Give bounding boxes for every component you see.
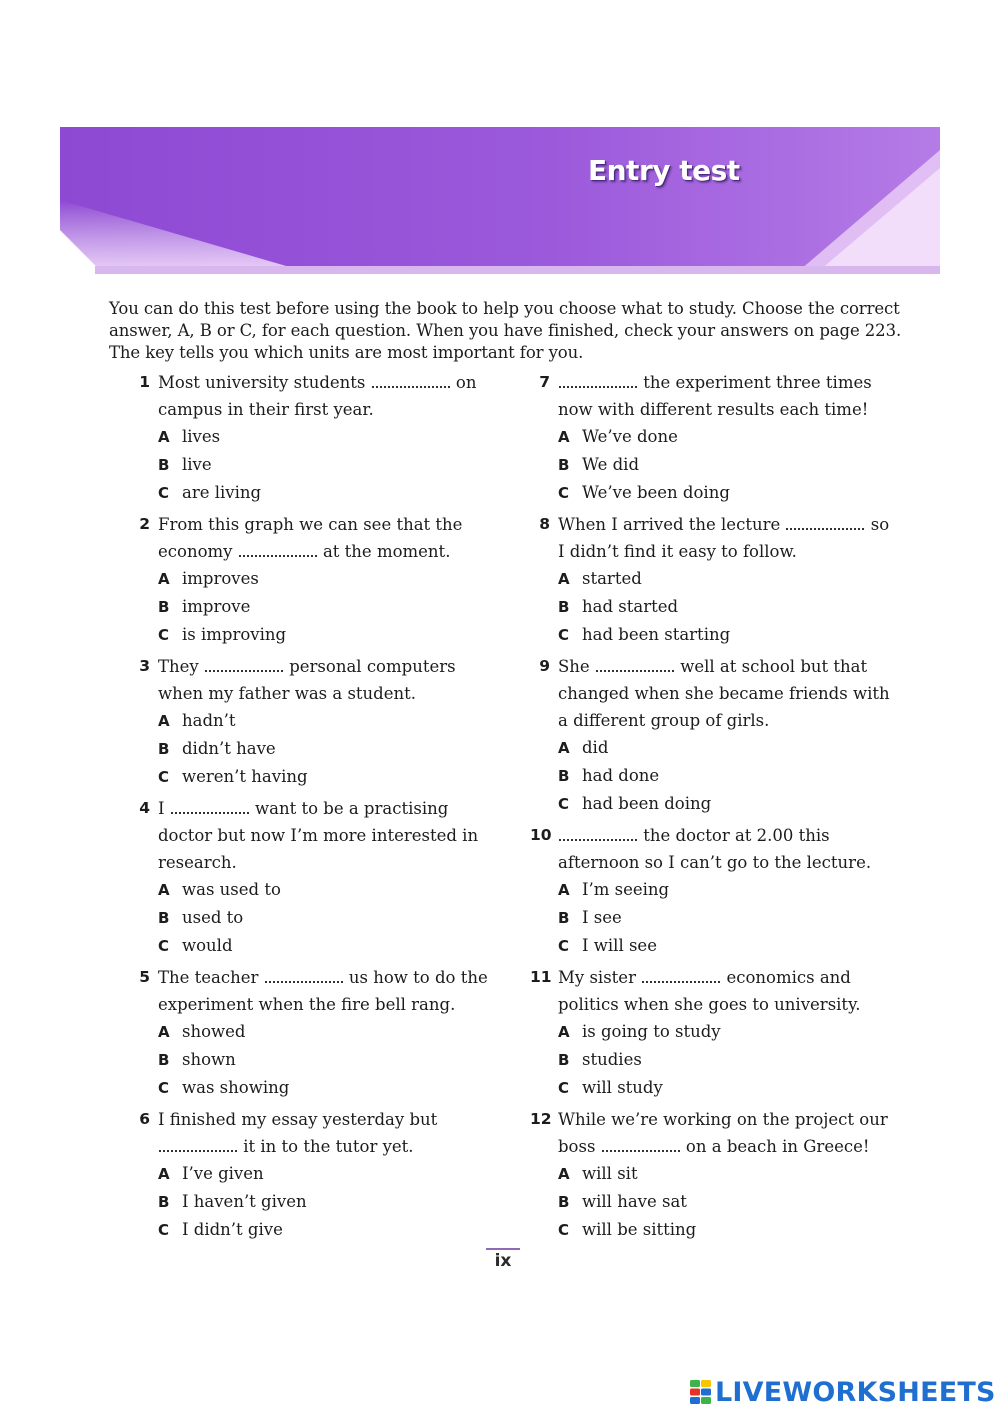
watermark-text: LIVEWORKSHEETS (715, 1376, 996, 1408)
question-text-after: well at school but that changed when she became friends with a different group of girls. (558, 657, 890, 730)
header-banner (0, 0, 1000, 290)
option-letter: B (158, 740, 170, 758)
question-12 (530, 1106, 900, 1244)
option-letter: B (558, 909, 570, 927)
question-text-before: Most university students (158, 373, 371, 392)
page-number-rule (486, 1248, 520, 1250)
option-c[interactable] (558, 1074, 900, 1102)
option-letter: A (158, 1023, 170, 1041)
option-c[interactable] (158, 621, 500, 649)
answer-blank[interactable] (602, 1148, 680, 1152)
option-text: will have sat (582, 1192, 687, 1211)
option-text: showed (182, 1022, 246, 1041)
option-letter: A (158, 712, 170, 730)
answer-blank[interactable] (559, 837, 637, 841)
option-a[interactable] (558, 1160, 900, 1188)
question-text (158, 511, 500, 565)
answer-options (158, 1160, 500, 1244)
option-text: We did (582, 455, 640, 474)
option-c[interactable] (158, 932, 500, 960)
question-7 (530, 369, 900, 507)
question-text-after: the doctor at 2.00 this afternoon so I can’t go to the lecture. (558, 826, 872, 872)
option-letter: A (158, 428, 170, 446)
option-letter: A (558, 881, 570, 899)
option-letter: B (558, 456, 570, 474)
option-a[interactable] (558, 423, 900, 451)
question-text-after: economics and politics when she goes to university. (558, 968, 861, 1014)
option-letter: C (558, 1221, 570, 1239)
option-letter: B (158, 909, 170, 927)
option-text: used to (182, 908, 244, 927)
question-text-after: personal computers when my father was a student. (158, 657, 456, 703)
question-number: 12 (530, 1110, 552, 1128)
question-number: 6 (139, 1110, 150, 1128)
option-letter: A (158, 570, 170, 588)
option-letter: B (158, 456, 170, 474)
option-c[interactable] (158, 1216, 500, 1244)
answer-blank[interactable] (559, 384, 637, 388)
option-text: improves (182, 569, 259, 588)
option-letter: C (158, 1221, 170, 1239)
question-text-before: When I arrived the lecture (558, 515, 786, 534)
question-text (558, 369, 900, 423)
option-letter: B (158, 1193, 170, 1211)
option-c[interactable] (558, 479, 900, 507)
option-a[interactable] (158, 423, 500, 451)
answer-options (558, 1018, 900, 1102)
answer-options (158, 876, 500, 960)
option-letter: A (558, 428, 570, 446)
option-text: would (182, 936, 233, 955)
option-text: shown (182, 1050, 236, 1069)
option-letter: A (558, 1023, 570, 1041)
answer-options (558, 565, 900, 649)
option-letter: C (558, 484, 570, 502)
question-11 (530, 964, 900, 1102)
option-text: is going to study (582, 1022, 721, 1041)
question-number: 2 (139, 515, 150, 533)
option-letter: C (158, 626, 170, 644)
option-letter: C (558, 795, 570, 813)
question-1 (130, 369, 500, 507)
option-letter: C (158, 1079, 170, 1097)
question-text-before: My sister (558, 968, 642, 987)
answer-options (558, 876, 900, 960)
option-b[interactable] (158, 1188, 500, 1216)
question-2 (130, 511, 500, 649)
question-text-after: it in to the tutor yet. (238, 1137, 414, 1156)
answer-options (158, 1018, 500, 1102)
question-6 (130, 1106, 500, 1244)
option-text: will study (582, 1078, 663, 1097)
option-a[interactable] (558, 876, 900, 904)
option-text: We’ve done (582, 427, 678, 446)
question-text (158, 369, 500, 423)
option-text: improve (182, 597, 251, 616)
question-5 (130, 964, 500, 1102)
question-text-after: the experiment three times now with different results each time! (558, 373, 872, 419)
option-letter: A (558, 739, 570, 757)
option-b[interactable] (158, 904, 500, 932)
option-text: lives (182, 427, 221, 446)
question-text (558, 964, 900, 1018)
option-text: We’ve been doing (582, 483, 730, 502)
answer-options (158, 565, 500, 649)
questions-column-left (130, 369, 500, 1248)
question-8 (530, 511, 900, 649)
question-text-before: She (558, 657, 595, 676)
question-number: 1 (139, 373, 150, 391)
option-text: are living (182, 483, 262, 502)
option-c[interactable] (558, 932, 900, 960)
option-text: had been starting (582, 625, 731, 644)
option-letter: A (158, 1165, 170, 1183)
option-text: hadn’t (182, 711, 236, 730)
answer-blank[interactable] (265, 979, 343, 983)
option-c[interactable] (158, 479, 500, 507)
option-c[interactable] (558, 621, 900, 649)
answer-options (558, 1160, 900, 1244)
question-text-after: at the moment. (317, 542, 451, 561)
option-letter: B (558, 767, 570, 785)
question-number: 3 (139, 657, 150, 675)
question-number: 5 (139, 968, 150, 986)
question-9 (530, 653, 900, 818)
option-letter: A (558, 1165, 570, 1183)
option-text: I will see (582, 936, 657, 955)
option-letter: C (158, 484, 170, 502)
question-text (158, 653, 500, 707)
option-b[interactable] (158, 593, 500, 621)
question-text-before: While we’re working on the project our boss (558, 1110, 888, 1156)
option-a[interactable] (158, 565, 500, 593)
option-text: started (582, 569, 642, 588)
question-text-after: want to be a practising doctor but now I’m more interested in research. (158, 799, 479, 872)
question-text-after: on campus in their first year. (158, 373, 477, 419)
instructions: You can do this test before using the book to help you choose what to study. Choose the correct answer, A, B or C, for each question. When you have finished, check your answers on page 223. The key tells you which units are most important for you. (109, 299, 902, 362)
option-letter: C (558, 1079, 570, 1097)
option-c[interactable] (558, 1216, 900, 1244)
answer-blank[interactable] (596, 668, 674, 672)
option-text: I haven’t given (182, 1192, 307, 1211)
answer-blank[interactable] (239, 553, 317, 557)
option-a[interactable] (158, 1018, 500, 1046)
option-text: I’ve given (182, 1164, 264, 1183)
option-b[interactable] (558, 593, 900, 621)
option-text: I didn’t give (182, 1220, 283, 1239)
option-c[interactable] (158, 763, 500, 791)
question-text (558, 511, 900, 565)
option-text: was showing (182, 1078, 290, 1097)
option-text: had started (582, 597, 679, 616)
answer-options (158, 707, 500, 791)
answer-options (558, 734, 900, 818)
liveworksheets-logo-icon (690, 1379, 712, 1405)
option-b[interactable] (158, 451, 500, 479)
question-text-before: From this graph we can see that the economy (158, 515, 463, 561)
option-text: weren’t having (182, 767, 308, 786)
question-text (158, 1106, 500, 1160)
question-text (558, 653, 900, 734)
option-letter: B (158, 598, 170, 616)
option-letter: C (558, 626, 570, 644)
option-letter: B (558, 1051, 570, 1069)
question-text (558, 1106, 900, 1160)
question-number: 9 (539, 657, 550, 675)
question-text-after: so I didn’t find it easy to follow. (558, 515, 890, 561)
question-number: 10 (530, 826, 552, 844)
option-b[interactable] (558, 451, 900, 479)
option-b[interactable] (158, 735, 500, 763)
option-text: will be sitting (582, 1220, 697, 1239)
question-text (158, 795, 500, 876)
question-number: 7 (539, 373, 550, 391)
option-a[interactable] (558, 1018, 900, 1046)
option-letter: B (558, 598, 570, 616)
option-b[interactable] (558, 904, 900, 932)
option-letter: C (158, 768, 170, 786)
answer-options (158, 423, 500, 507)
option-text: had done (582, 766, 660, 785)
option-letter: C (558, 937, 570, 955)
answer-options (558, 423, 900, 507)
option-text: will sit (582, 1164, 638, 1183)
question-number: 11 (530, 968, 552, 986)
option-text: had been doing (582, 794, 712, 813)
question-10 (530, 822, 900, 960)
page-title: Entry test (588, 154, 740, 187)
answer-blank[interactable] (372, 384, 450, 388)
option-b[interactable] (558, 1188, 900, 1216)
option-text: did (582, 738, 609, 757)
question-number: 8 (539, 515, 550, 533)
option-c[interactable] (558, 790, 900, 818)
option-text: is improving (182, 625, 287, 644)
option-b[interactable] (558, 1046, 900, 1074)
answer-blank[interactable] (171, 810, 249, 814)
question-text-before: I (158, 799, 170, 818)
page-number: ix (494, 1251, 512, 1271)
questions-column-right (530, 369, 900, 1248)
answer-blank[interactable] (786, 526, 864, 530)
option-letter: C (158, 937, 170, 955)
option-b[interactable] (558, 762, 900, 790)
option-text: live (182, 455, 212, 474)
question-number: 4 (139, 799, 150, 817)
option-a[interactable] (558, 565, 900, 593)
option-a[interactable] (158, 876, 500, 904)
option-text: I’m seeing (582, 880, 670, 899)
option-letter: B (558, 1193, 570, 1211)
option-text: was used to (182, 880, 281, 899)
answer-blank[interactable] (642, 979, 720, 983)
option-c[interactable] (158, 1074, 500, 1102)
option-text: didn’t have (182, 739, 276, 758)
watermark (690, 1375, 996, 1409)
option-a[interactable] (158, 1160, 500, 1188)
answer-blank[interactable] (205, 668, 283, 672)
option-letter: A (158, 881, 170, 899)
question-3 (130, 653, 500, 791)
option-text: studies (582, 1050, 642, 1069)
question-4 (130, 795, 500, 960)
option-letter: A (558, 570, 570, 588)
question-text-after: on a beach in Greece! (680, 1137, 870, 1156)
option-letter: B (158, 1051, 170, 1069)
question-text (558, 822, 900, 876)
question-text-before: The teacher (158, 968, 264, 987)
option-text: I see (582, 908, 622, 927)
question-text (158, 964, 500, 1018)
question-text-before: They (158, 657, 204, 676)
option-a[interactable] (158, 707, 500, 735)
question-text-before: I finished my essay yesterday but (158, 1110, 438, 1129)
option-b[interactable] (158, 1046, 500, 1074)
question-text-after: us how to do the experiment when the fire bell rang. (158, 968, 488, 1014)
option-a[interactable] (558, 734, 900, 762)
banner-shape (0, 0, 1000, 290)
answer-blank[interactable] (159, 1148, 237, 1152)
